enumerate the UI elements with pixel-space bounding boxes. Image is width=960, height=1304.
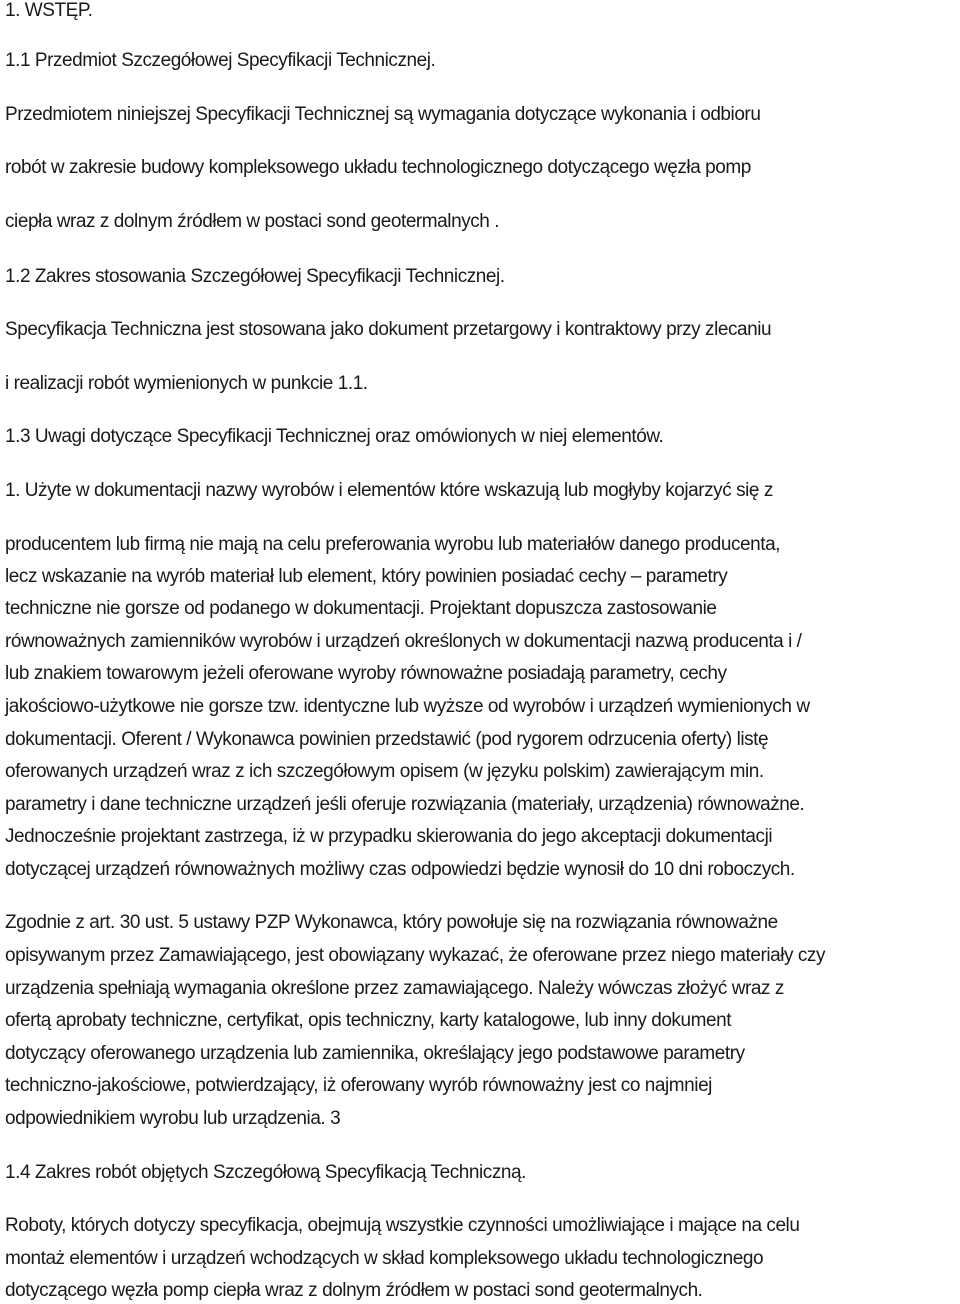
paragraph-line: Jednocześnie projektant zastrzega, iż w przypadku skierowania do jego akceptacji dokumentacji <box>5 826 773 847</box>
paragraph-line: równoważnych zamienników wyrobów i urządzeń określonych w dokumentacji nazwą producenta i / <box>5 631 802 652</box>
paragraph-line: i realizacji robót wymienionych w punkcie 1.1. <box>5 373 368 394</box>
section-1-1-title: 1.1 Przedmiot Szczegółowej Specyfikacji Technicznej. <box>5 50 436 71</box>
paragraph-line: oferowanych urządzeń wraz z ich szczegółowym opisem (w języku polskim) zawierającym min. <box>5 761 764 782</box>
paragraph-line: urządzenia spełniają wymagania określone przez zamawiającego. Należy wówczas złożyć wraz z <box>5 978 784 999</box>
paragraph-line: dotyczącej urządzeń równoważnych możliwy czas odpowiedzi będzie wynosił do 10 dni roboczych. <box>5 859 795 880</box>
paragraph-line: techniczne nie gorsze od podanego w dokumentacji. Projektant dopuszcza zastosowanie <box>5 598 717 619</box>
section-1-4-title: 1.4 Zakres robót objętych Szczegółową Specyfikacją Techniczną. <box>5 1162 526 1183</box>
paragraph-line: dokumentacji. Oferent / Wykonawca powinien przedstawić (pod rygorem odrzucenia oferty) listę <box>5 729 769 750</box>
paragraph-line: odpowiednikiem wyrobu lub urządzenia. 3 <box>5 1108 341 1129</box>
paragraph-line: Zgodnie z art. 30 ust. 5 ustawy PZP Wykonawca, który powołuje się na rozwiązania równoważne <box>5 912 778 933</box>
paragraph-line: Przedmiotem niniejszej Specyfikacji Technicznej są wymagania dotyczące wykonania i odbioru <box>5 104 761 125</box>
section-1-2-title: 1.2 Zakres stosowania Szczegółowej Specyfikacji Technicznej. <box>5 266 505 287</box>
paragraph-line: Roboty, których dotyczy specyfikacja, obejmują wszystkie czynności umożliwiające i mające na celu <box>5 1215 800 1236</box>
section-1-3-title: 1.3 Uwagi dotyczące Specyfikacji Technicznej oraz omówionych w niej elementów. <box>5 426 664 447</box>
paragraph-line: ofertą aprobaty techniczne, certyfikat, opis techniczny, karty katalogowe, lub inny dokument <box>5 1010 732 1031</box>
paragraph-line: 1. Użyte w dokumentacji nazwy wyrobów i elementów które wskazują lub mogłyby kojarzyć się z <box>5 480 773 501</box>
paragraph-line: Specyfikacja Techniczna jest stosowana jako dokument przetargowy i kontraktowy przy zlecaniu <box>5 319 772 340</box>
paragraph-line: robót w zakresie budowy kompleksowego układu technologicznego dotyczącego węzła pomp <box>5 157 751 178</box>
paragraph-line: parametry i dane techniczne urządzeń jeśli oferuje rozwiązania (materiały, urządzenia) równoważne. <box>5 794 805 815</box>
paragraph-line: lecz wskazanie na wyrób materiał lub element, który powinien posiadać cechy – parametry <box>5 566 728 587</box>
heading-wstep: 1. WSTĘP. <box>5 0 93 21</box>
paragraph-line: dotyczący oferowanego urządzenia lub zamiennika, określający jego podstawowe parametry <box>5 1043 745 1064</box>
paragraph-line: montaż elementów i urządzeń wchodzących w skład kompleksowego układu technologicznego <box>5 1248 764 1269</box>
paragraph-line: dotyczącego węzła pomp ciepła wraz z dolnym źródłem w postaci sond geotermalnych. <box>5 1280 703 1301</box>
paragraph-line: opisywanym przez Zamawiającego, jest obowiązany wykazać, że oferowane przez niego materiały czy <box>5 945 826 966</box>
paragraph-line: producentem lub firmą nie mają na celu preferowania wyrobu lub materiałów danego producenta, <box>5 534 781 555</box>
paragraph-line: jakościowo-użytkowe nie gorsze tzw. identyczne lub wyższe od wyrobów i urządzeń wymienionych w <box>5 696 810 717</box>
paragraph-line: techniczno-jakościowe, potwierdzający, iż oferowany wyrób równoważny jest co najmniej <box>5 1075 712 1096</box>
paragraph-line: ciepła wraz z dolnym źródłem w postaci sond geotermalnych . <box>5 211 500 232</box>
paragraph-line: lub znakiem towarowym jeżeli oferowane wyroby równoważne posiadają parametry, cechy <box>5 663 727 684</box>
